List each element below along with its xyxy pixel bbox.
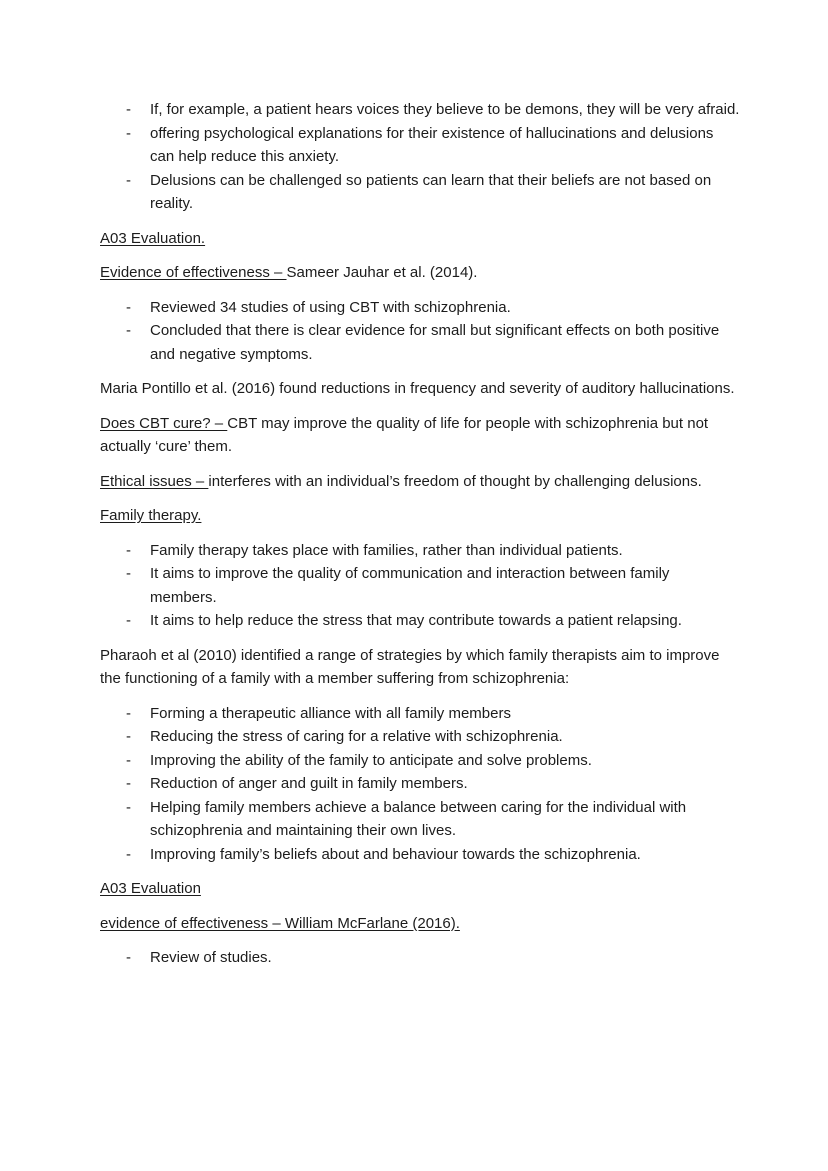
evidence1-label: Evidence of effectiveness – — [100, 264, 287, 281]
list-item: - Reducing the stress of caring for a relative with schizophrenia. — [100, 725, 740, 749]
evidence1-text: Sameer Jauhar et al. (2014). — [286, 264, 478, 281]
list-item: - It aims to improve the quality of communication and interaction between family members. — [100, 562, 740, 609]
list-item: - Review of studies. — [100, 946, 740, 970]
evidence1-bullet-list — [100, 296, 740, 367]
list-item: - Reviewed 34 studies of using CBT with schizophrenia. — [100, 296, 740, 320]
eval1-heading: A03 Evaluation. — [100, 229, 206, 247]
document-page — [100, 98, 740, 970]
list-item: - It aims to help reduce the stress that may contribute towards a patient relapsing. — [100, 609, 740, 633]
list-item: - Helping family members achieve a balance between caring for the individual with schizophrenia and maintaining their own lives. — [100, 796, 740, 843]
ethical-text: interferes with an individual’s freedom of thought by challenging delusions. — [208, 472, 702, 490]
strategies-bullet-list — [100, 702, 740, 867]
ethical-label: Ethical issues – — [100, 472, 209, 490]
list-item: - Improving the ability of the family to anticipate and solve problems. — [100, 749, 740, 773]
eval2-heading: A03 Evaluation — [100, 880, 201, 897]
family-therapy-heading: Family therapy. — [100, 507, 202, 524]
evidence1-paragraph — [100, 261, 740, 285]
list-item: - Forming a therapeutic alliance with all family members — [100, 702, 740, 726]
list-item: - Family therapy takes place with families, rather than individual patients. — [100, 539, 740, 563]
review-bullet-list — [100, 946, 740, 970]
list-item: - Improving family’s beliefs about and behaviour towards the schizophrenia. — [100, 843, 740, 867]
family-bullet-list — [100, 539, 740, 633]
list-item: - Concluded that there is clear evidence for small but significant effects on both positive and negative symptoms. — [100, 319, 740, 366]
pharaoh-paragraph: Pharaoh et al (2010) identified a range of strategies by which family therapists aim to improve the functioning of a family with a member suffering from schizophrenia: — [100, 646, 720, 687]
list-item: - Reduction of anger and guilt in family members. — [100, 772, 740, 796]
cure-label: Does CBT cure? – — [100, 414, 228, 432]
cure-text: CBT may improve the quality of life for people with schizophrenia but not actually ‘cure’ them. — [100, 414, 709, 455]
list-item: - Delusions can be challenged so patients can learn that their beliefs are not based on reality. — [100, 169, 740, 216]
list-item: - If, for example, a patient hears voices they believe to be demons, they will be very afraid. — [100, 98, 740, 122]
pontillo-paragraph: Maria Pontillo et al. (2016) found reductions in frequency and severity of auditory hallucinations. — [100, 380, 735, 397]
intro-bullet-list — [100, 98, 740, 216]
ethical-paragraph — [100, 470, 740, 494]
evidence2-paragraph: evidence of effectiveness – William McFarlane (2016). — [100, 914, 460, 932]
cure-paragraph — [100, 412, 740, 459]
list-item: - offering psychological explanations for their existence of hallucinations and delusions can help reduce this anxiety. — [100, 122, 740, 169]
